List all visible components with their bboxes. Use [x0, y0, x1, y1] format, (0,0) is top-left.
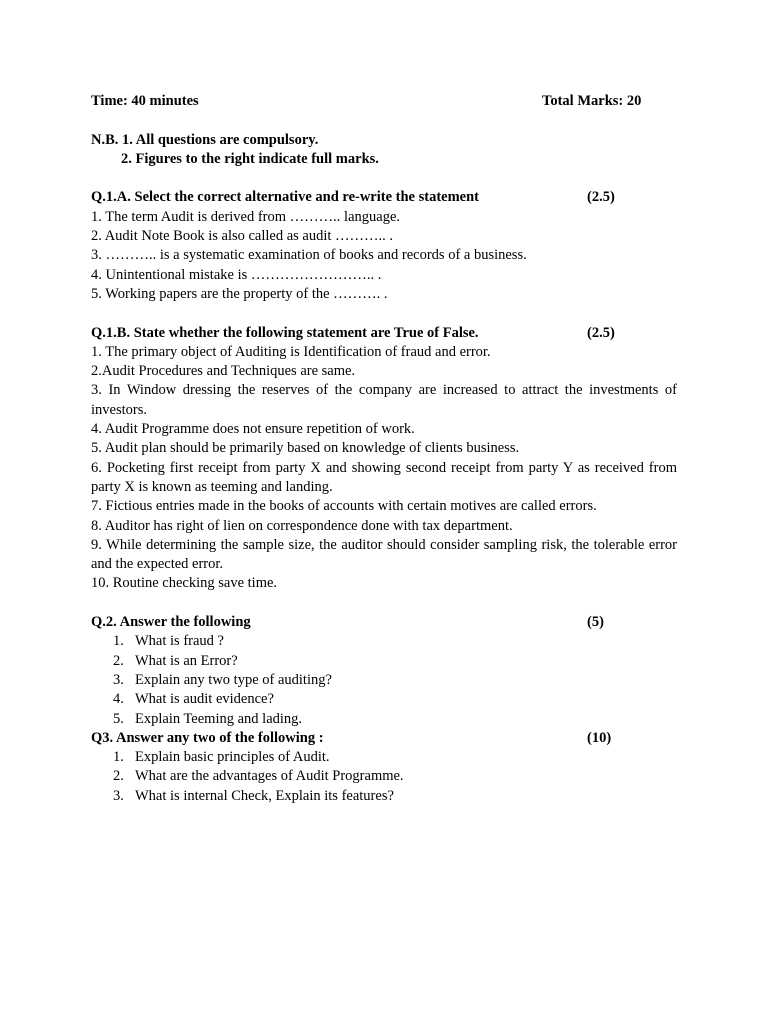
q2-item: [91, 652, 677, 671]
q2-list: [91, 632, 677, 728]
q1b-heading: [91, 324, 677, 343]
q3-list: [91, 748, 677, 806]
q2-item: [91, 632, 677, 651]
q3-item-number: 1.: [113, 749, 124, 766]
q1a-title: Q.1.A. Select the correct alternative and re-write the statement: [91, 189, 480, 206]
q1a-item: 1. The term Audit is derived from ……….. language.: [91, 208, 401, 225]
q2-item: [91, 671, 677, 690]
q1b-item: 8. Auditor has right of lien on correspondence done with tax department.: [91, 517, 513, 534]
question-paper: [91, 92, 677, 806]
q1a-item: 4. Unintentional mistake is …………………….. .: [91, 266, 382, 283]
q2-item-text: What is audit evidence?: [135, 691, 274, 708]
time-label: Time: 40 minutes: [91, 93, 199, 109]
q3-item-text: Explain basic principles of Audit.: [135, 749, 330, 766]
q3-marks: (10): [587, 729, 612, 746]
q1a-marks: (2.5): [587, 189, 615, 206]
q3-item: [91, 767, 677, 786]
q1a-item: 2. Audit Note Book is also called as audit ……….. .: [91, 228, 394, 245]
q3-item: [91, 787, 677, 806]
q2-item-number: 3.: [113, 671, 124, 688]
total-marks-label: Total Marks: 20: [542, 93, 642, 109]
q2-marks: (5): [587, 614, 604, 631]
q1b-item: 10. Routine checking save time.: [91, 575, 278, 592]
q3-item-number: 3.: [113, 787, 124, 804]
q1b-marks: (2.5): [587, 324, 615, 341]
q1b-item: 6. Pocketing first receipt from party X and showing second receipt from party Y as received from party X is known as teeming and landing.: [91, 459, 677, 495]
q2-heading: [91, 613, 677, 632]
q1a-item: 5. Working papers are the property of the ………. .: [91, 285, 388, 302]
q2-title: Q.2. Answer the following: [91, 614, 251, 631]
q3-item-text: What are the advantages of Audit Programme.: [135, 768, 404, 785]
q1b-title: Q.1.B. State whether the following statement are True of False.: [91, 324, 479, 341]
q3-title: Q3. Answer any two of the following :: [91, 729, 324, 746]
q2-item-number: 2.: [113, 652, 124, 669]
q2-item-text: What is fraud ?: [135, 633, 224, 650]
q1b-list: [91, 343, 677, 594]
q2-item-text: Explain any two type of auditing?: [135, 671, 332, 688]
q3-item-text: What is internal Check, Explain its features?: [135, 787, 394, 804]
q3-item-number: 2.: [113, 768, 124, 785]
paper-header: [91, 92, 677, 111]
q2-item-text: What is an Error?: [135, 652, 238, 669]
q3-item: [91, 748, 677, 767]
q1a-item: 3. ……….. is a systematic examination of books and records of a business.: [91, 247, 527, 264]
q1b-item: 2.Audit Procedures and Techniques are same.: [91, 363, 356, 380]
q1b-item: 5. Audit plan should be primarily based on knowledge of clients business.: [91, 440, 520, 457]
q2-item-text: Explain Teeming and lading.: [135, 710, 303, 727]
q1b-item: 7. Fictious entries made in the books of accounts with certain motives are called errors.: [91, 498, 597, 515]
q2-item-number: 5.: [113, 710, 124, 727]
q2-item-number: 1.: [113, 633, 124, 650]
q2-item: [91, 710, 677, 729]
note-line-1: N.B. 1. All questions are compulsory.: [91, 131, 319, 148]
note-line-2: 2. Figures to the right indicate full marks.: [121, 150, 379, 167]
q3-heading: [91, 729, 677, 748]
q2-item: [91, 690, 677, 709]
q1a-list: [91, 208, 677, 304]
q1b-item: 4. Audit Programme does not ensure repetition of work.: [91, 421, 415, 438]
q1b-item: 9. While determining the sample size, the auditor should consider sampling risk, the tolerable error and the expected error.: [91, 536, 677, 573]
q1b-item: 3. In Window dressing the reserves of the company are increased to attract the investments of investors.: [91, 382, 677, 418]
q2-item-number: 4.: [113, 691, 124, 708]
q1a-heading: [91, 188, 677, 207]
q1b-item: 1. The primary object of Auditing is Identification of fraud and error.: [91, 343, 491, 360]
